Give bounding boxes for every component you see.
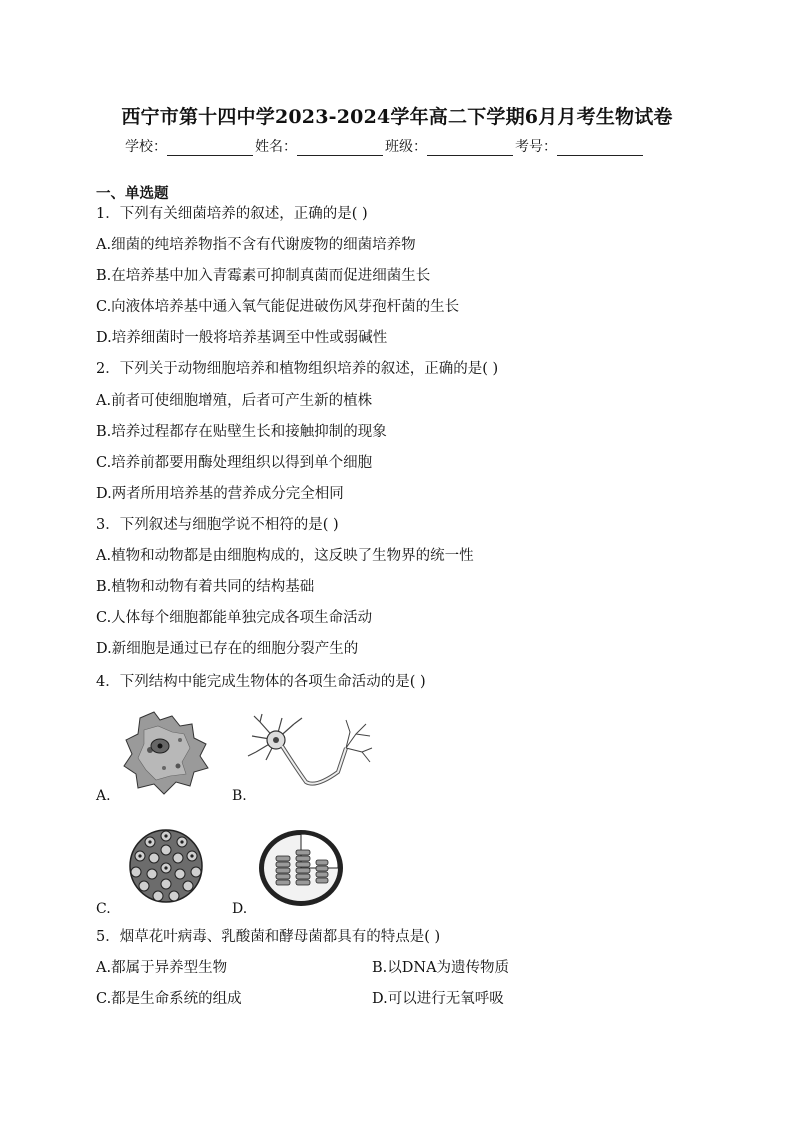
question-3-stem: 3．下列叙述与细胞学说不相符的是( ) [96,517,339,533]
question-4-stem: 4．下列结构中能完成生物体的各项生命活动的是( ) [96,674,426,690]
question-2-option-c[interactable]: C.培养前都要用酶处理组织以得到单个细胞 [96,455,373,471]
question-3-option-b[interactable]: B.植物和动物有着共同的结构基础 [96,579,315,595]
school-label: 学校： [125,139,167,155]
exam-title: 西宁市第十四中学2023-2024学年高二下学期6月月考生物试卷 [121,106,673,128]
question-2-option-d[interactable]: D.两者所用培养基的营养成分完全相同 [96,486,344,502]
question-1-option-b[interactable]: B.在培养基中加入青霉素可抑制真菌而促进细菌生长 [96,268,431,284]
question-1-option-a[interactable]: A.细菌的纯培养物指不含有代谢废物的细菌培养物 [96,237,416,253]
question-4-option-d[interactable]: D. [232,901,248,917]
question-5-stem: 5．烟草花叶病毒、乳酸菌和酵母菌都具有的特点是( ) [96,929,441,945]
question-3-option-d[interactable]: D.新细胞是通过已存在的细胞分裂产生的 [96,641,359,657]
cell-icon [120,710,212,796]
class-label: 班级： [385,139,427,155]
question-5-option-b[interactable]: B.以DNA为遗传物质 [372,960,510,976]
section-title: 一、单选题 [96,185,169,202]
question-5-option-a[interactable]: A.都属于异养型生物 [96,960,228,976]
name-blank[interactable] [297,141,383,156]
student-info-row [125,136,645,156]
question-1-option-c[interactable]: C.向液体培养基中通入氧气能促进破伤风芽孢杆菌的生长 [96,299,460,315]
virus-icon [120,822,212,908]
exam-number-label: 考号： [515,139,557,155]
question-5-option-d[interactable]: D.可以进行无氧呼吸 [372,991,504,1007]
question-1-stem: 1．下列有关细菌培养的叙述，正确的是( ) [96,206,368,222]
neuron-icon [246,712,374,796]
question-2-stem: 2．下列关于动物细胞培养和植物组织培养的叙述，正确的是( ) [96,361,499,377]
school-blank[interactable] [167,141,253,156]
question-5-option-c[interactable]: C.都是生命系统的组成 [96,991,242,1007]
question-4-option-c[interactable]: C. [96,901,111,917]
chloroplast-icon [256,826,346,908]
question-4-option-b[interactable]: B. [232,788,247,804]
question-3-option-c[interactable]: C.人体每个细胞都能单独完成各项生命活动 [96,610,373,626]
question-2-option-b[interactable]: B.培养过程都存在贴壁生长和接触抑制的现象 [96,424,387,440]
exam-number-blank[interactable] [557,141,643,156]
class-blank[interactable] [427,141,513,156]
name-label: 姓名： [255,139,297,155]
question-1-option-d[interactable]: D.培养细菌时一般将培养基调至中性或弱碱性 [96,330,388,346]
question-4-option-a[interactable]: A. [96,788,111,804]
question-2-option-a[interactable]: A.前者可使细胞增殖，后者可产生新的植株 [96,393,373,409]
question-3-option-a[interactable]: A.植物和动物都是由细胞构成的，这反映了生物界的统一性 [96,548,474,564]
